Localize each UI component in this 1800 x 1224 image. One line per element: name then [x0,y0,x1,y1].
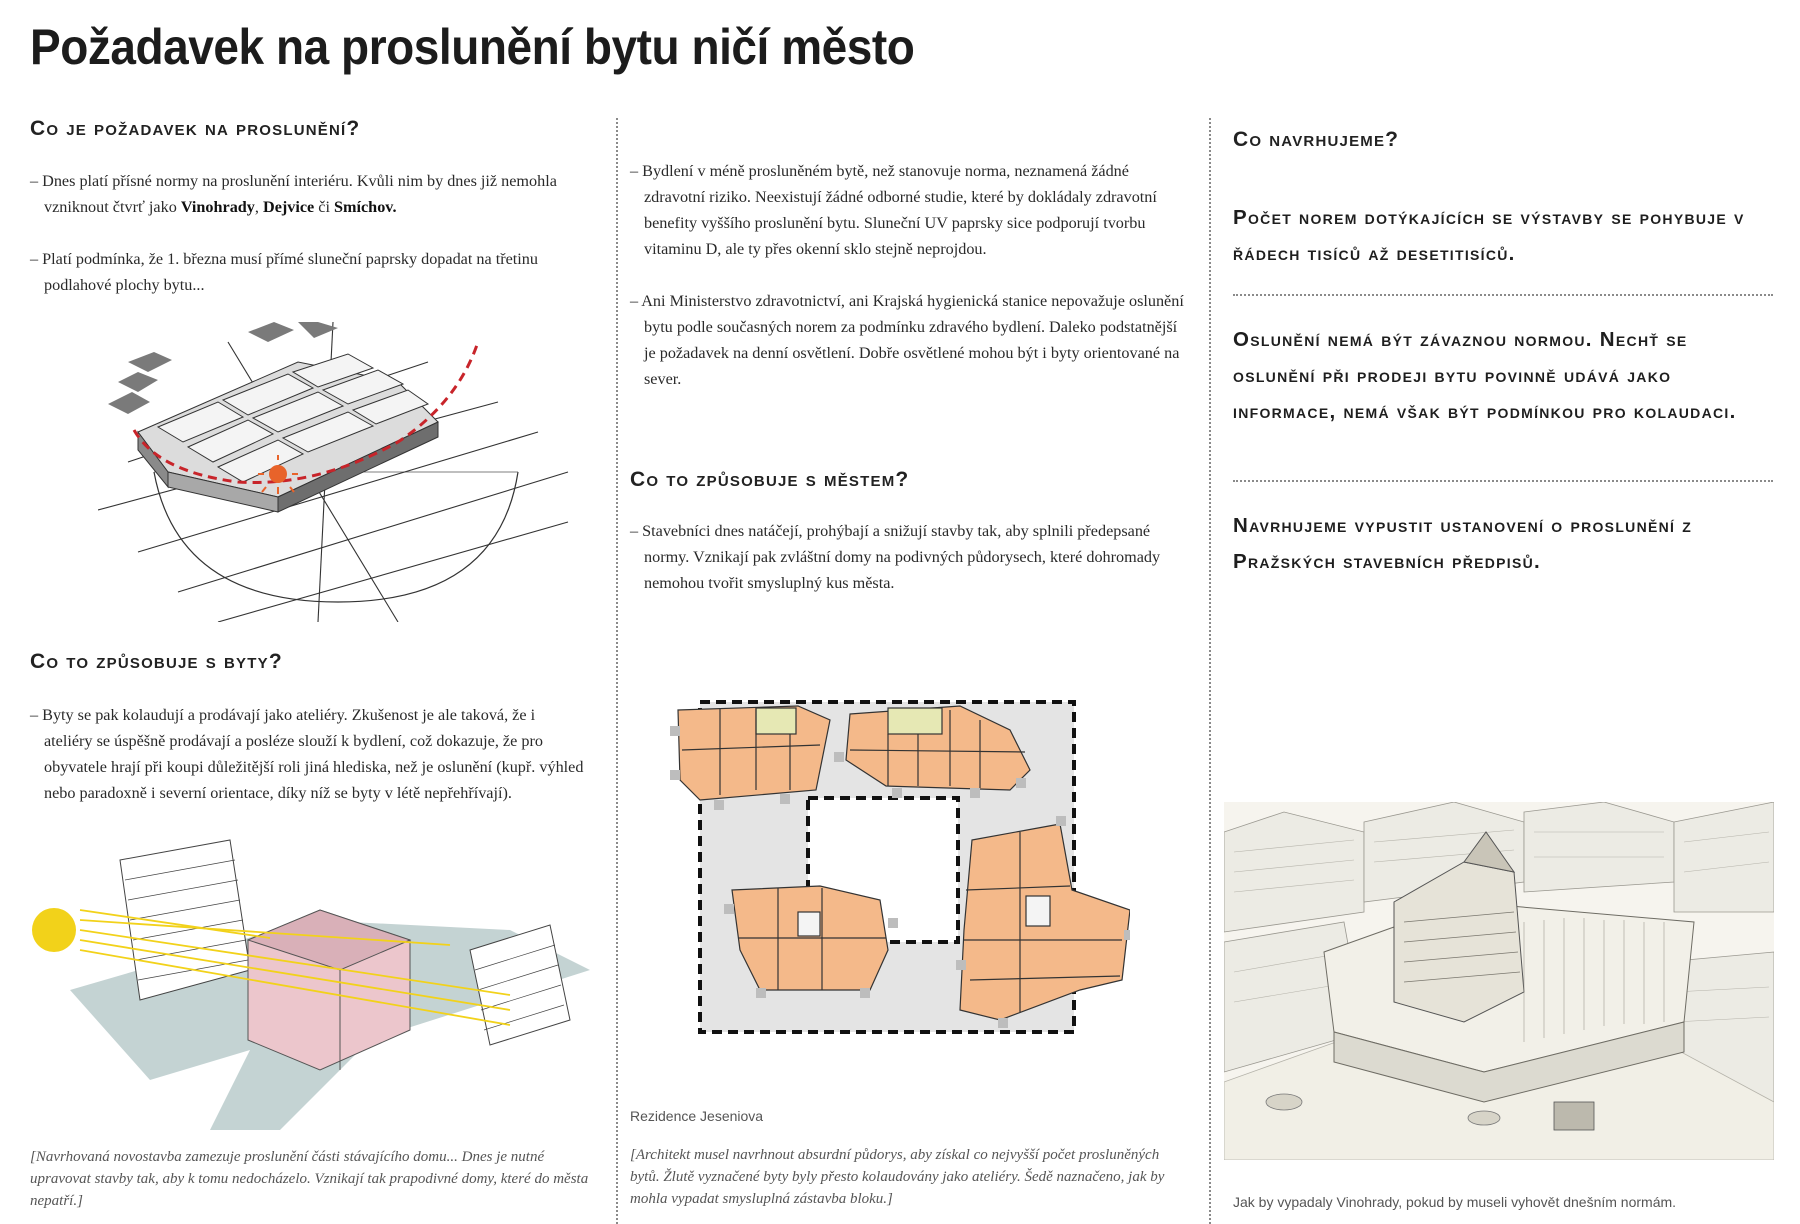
proposal-1: Počet norem dotýkajících se výstavby se pohybuje v řádech tisíců až desetitisíců. [1233,206,1745,265]
plan-label: Rezidence Jeseniova [630,1108,764,1124]
shading-diagram [30,830,590,1130]
section1-paragraph-2: – Platí podmínka, že 1. března musí přímé sluneční paprsky dopadat na třetinu podlahové plochy bytu... [30,250,538,294]
section1-text [30,168,586,298]
page-title: Požadavek na proslunění bytu ničí město [30,19,915,75]
vinohrady-sketch [1224,802,1774,1160]
section2-paragraph-1: – Byty se pak kolaudují a prodávají jako ateliéry. Zkušenost je ale taková, že i ateliéry se úspěšně prodávají a posléze slouží k bydlení, což dokazuje, že pro obyvatele hrají při koupi důležitější roli jiná hlediska, než je oslunění (kupř. výhled nebo paradoxně i severní orientace, díky níž se byty v létě nepřehřívají). [30,706,584,802]
proposal-3: Navrhujeme vypustit ustanovení o proslunění z Pražských stavebních předpisů. [1233,514,1693,573]
col2-paragraph-1: – Bydlení v méně prosluněném bytě, než stanovuje norma, neznamená žádné zdravotní riziko. Neexistují žádné odborné studie, které by dokládaly zdravotní benefity vyššího proslunění bytu. Sluneční UV paprsky sice podporují tvorbu vitaminu D, ale ty přes okenní sklo stejně neprojdou. [630,162,1157,258]
sun-path-block-diagram [98,322,574,622]
proposal-2: Oslunění nemá být závaznou normou. Nechť se oslunění při prodeji bytu povinně udává jako informace, nemá však být podmínkou pro kolaudaci. [1233,328,1737,423]
col2-paragraph-2: – Ani Ministerstvo zdravotnictví, ani Krajská hygienická stanice nepovažuje oslunění bytu podle současných norem za podmínku zdravého bydlení. Daleko podstatnější je požadavek na denní osvětlení. Dobře osvětlené mohou být i byty orientované na sever. [630,292,1184,388]
section2-text [30,702,586,806]
caption-col3: Jak by vypadaly Vinohrady, pokud by museli vyhovět dnešním normám. [1233,1194,1677,1210]
caption-col1: [Navrhovaná novostavba zamezuje proslunění části stávajícího domu... Dnes je nutné upravovat stavby tak, aby k tomu nedocházelo. Vznikají tak prapodivné domy, které do města nepatří.] [30,1149,589,1209]
separator-1 [1233,294,1773,296]
caption-col2: [Architekt musel navrhnout absurdní půdorys, aby získal co nejvyšší počet prosluněných bytů. Žlutě vyznačené byty byly přesto kolaudovány jako ateliéry. Šedě naznačeno, jak by mohla vypadat smysluplná zástavba bloku.] [630,1147,1165,1207]
column-divider-1 [616,118,618,1224]
sun-icon [32,908,76,952]
col2-paragraph-3: – Stavebníci dnes natáčejí, prohýbají a snižují stavby tak, aby splnili předepsané normy. Vznikají pak zvláštní domy na podivných půdorysech, které dohromady nemohou tvořit smysluplný kus města. [630,522,1161,592]
floor-plan-rezidence-jeseniova [660,690,1130,1050]
separator-2 [1233,480,1773,482]
section-heading-navrhujeme: Co navrhujeme? [1233,128,1400,151]
section-heading-proslunění: Co je požadavek na proslunění? [30,117,361,140]
col2-intro-text [630,158,1186,392]
column-divider-2 [1209,118,1211,1224]
section1-paragraph-1: – Dnes platí přísné normy na proslunění interiéru. Kvůli nim by dnes již nemohla vzniknout čtvrť jako Vinohrady, Dejvice či Smíchov. [30,172,557,216]
section-heading-byty: Co to způsobuje s byty? [30,650,283,673]
section-heading-mesto: Co to způsobuje s městem? [630,468,910,491]
col2-city-text [630,518,1186,596]
